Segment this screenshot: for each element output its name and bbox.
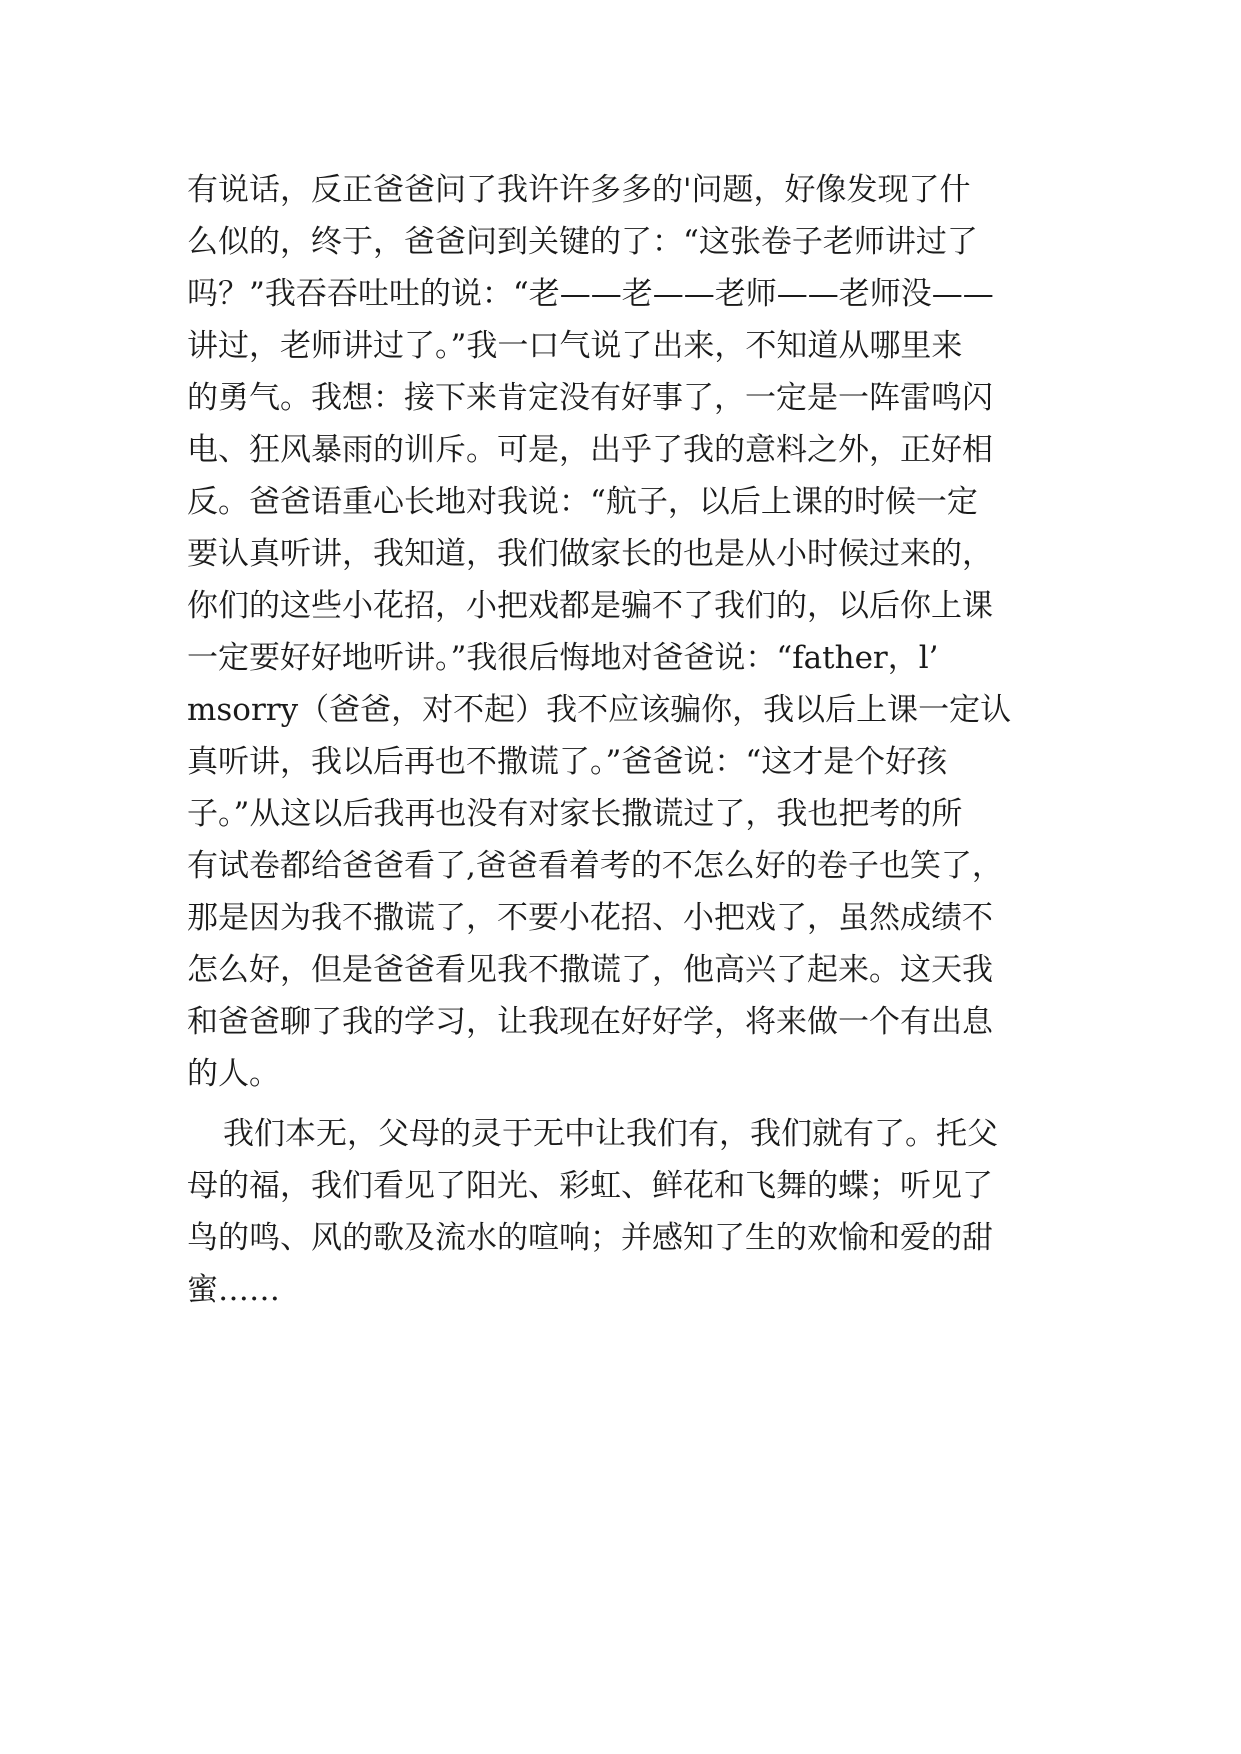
text-line: msorry（爸爸，对不起）我不应该骗你，我以后上课一定认 xyxy=(187,692,1012,728)
text-line: 鸟的鸣、风的歌及流水的喧响；并感知了生的欢愉和爱的甜 xyxy=(187,1220,993,1256)
text-line: 我们本无，父母的灵于无中让我们有，我们就有了。托父 xyxy=(223,1116,998,1152)
text-line: 要认真听讲，我知道，我们做家长的也是从小时候过来的， xyxy=(187,536,993,572)
text-line: 一定要好好地听讲。”我很后悔地对爸爸说：“father，l’ xyxy=(187,640,939,676)
text-line: 蜜…… xyxy=(187,1272,280,1308)
body-text xyxy=(187,164,1067,1316)
paragraph-2 xyxy=(187,1108,1067,1316)
paragraph-1 xyxy=(187,164,1067,1100)
text-line: 有说话，反正爸爸问了我许许多多的'问题，好像发现了什 xyxy=(187,172,971,208)
text-line: 子。”从这以后我再也没有对家长撒谎过了，我也把考的所 xyxy=(187,796,963,832)
text-line: 的勇气。我想：接下来肯定没有好事了，一定是一阵雷鸣闪 xyxy=(187,380,993,416)
text-line: 吗？”我吞吞吐吐的说：“老——老——老师——老师没—— xyxy=(187,276,994,312)
text-line: 那是因为我不撒谎了，不要小花招、小把戏了，虽然成绩不 xyxy=(187,900,993,936)
text-line: 母的福，我们看见了阳光、彩虹、鲜花和飞舞的蝶；听见了 xyxy=(187,1168,993,1204)
text-line: 电、狂风暴雨的训斥。可是，出乎了我的意料之外，正好相 xyxy=(187,432,993,468)
text-line: 真听讲，我以后再也不撒谎了。”爸爸说：“这才是个好孩 xyxy=(187,744,948,780)
text-line: 反。爸爸语重心长地对我说：“航子，以后上课的时候一定 xyxy=(187,484,978,520)
text-line: 你们的这些小花招，小把戏都是骗不了我们的，以后你上课 xyxy=(187,588,993,624)
text-line: 的人。 xyxy=(187,1056,280,1092)
paragraph-spacer xyxy=(187,1100,1067,1108)
text-line: 有试卷都给爸爸看了,爸爸看着考的不怎么好的卷子也笑了， xyxy=(187,848,1003,884)
text-line: 怎么好，但是爸爸看见我不撒谎了，他高兴了起来。这天我 xyxy=(187,952,993,988)
text-line: 和爸爸聊了我的学习，让我现在好好学，将来做一个有出息 xyxy=(187,1004,993,1040)
text-line: 讲过，老师讲过了。”我一口气说了出来，不知道从哪里来 xyxy=(187,328,963,364)
text-line: 么似的，终于，爸爸问到关键的了：“这张卷子老师讲过了 xyxy=(187,224,978,260)
